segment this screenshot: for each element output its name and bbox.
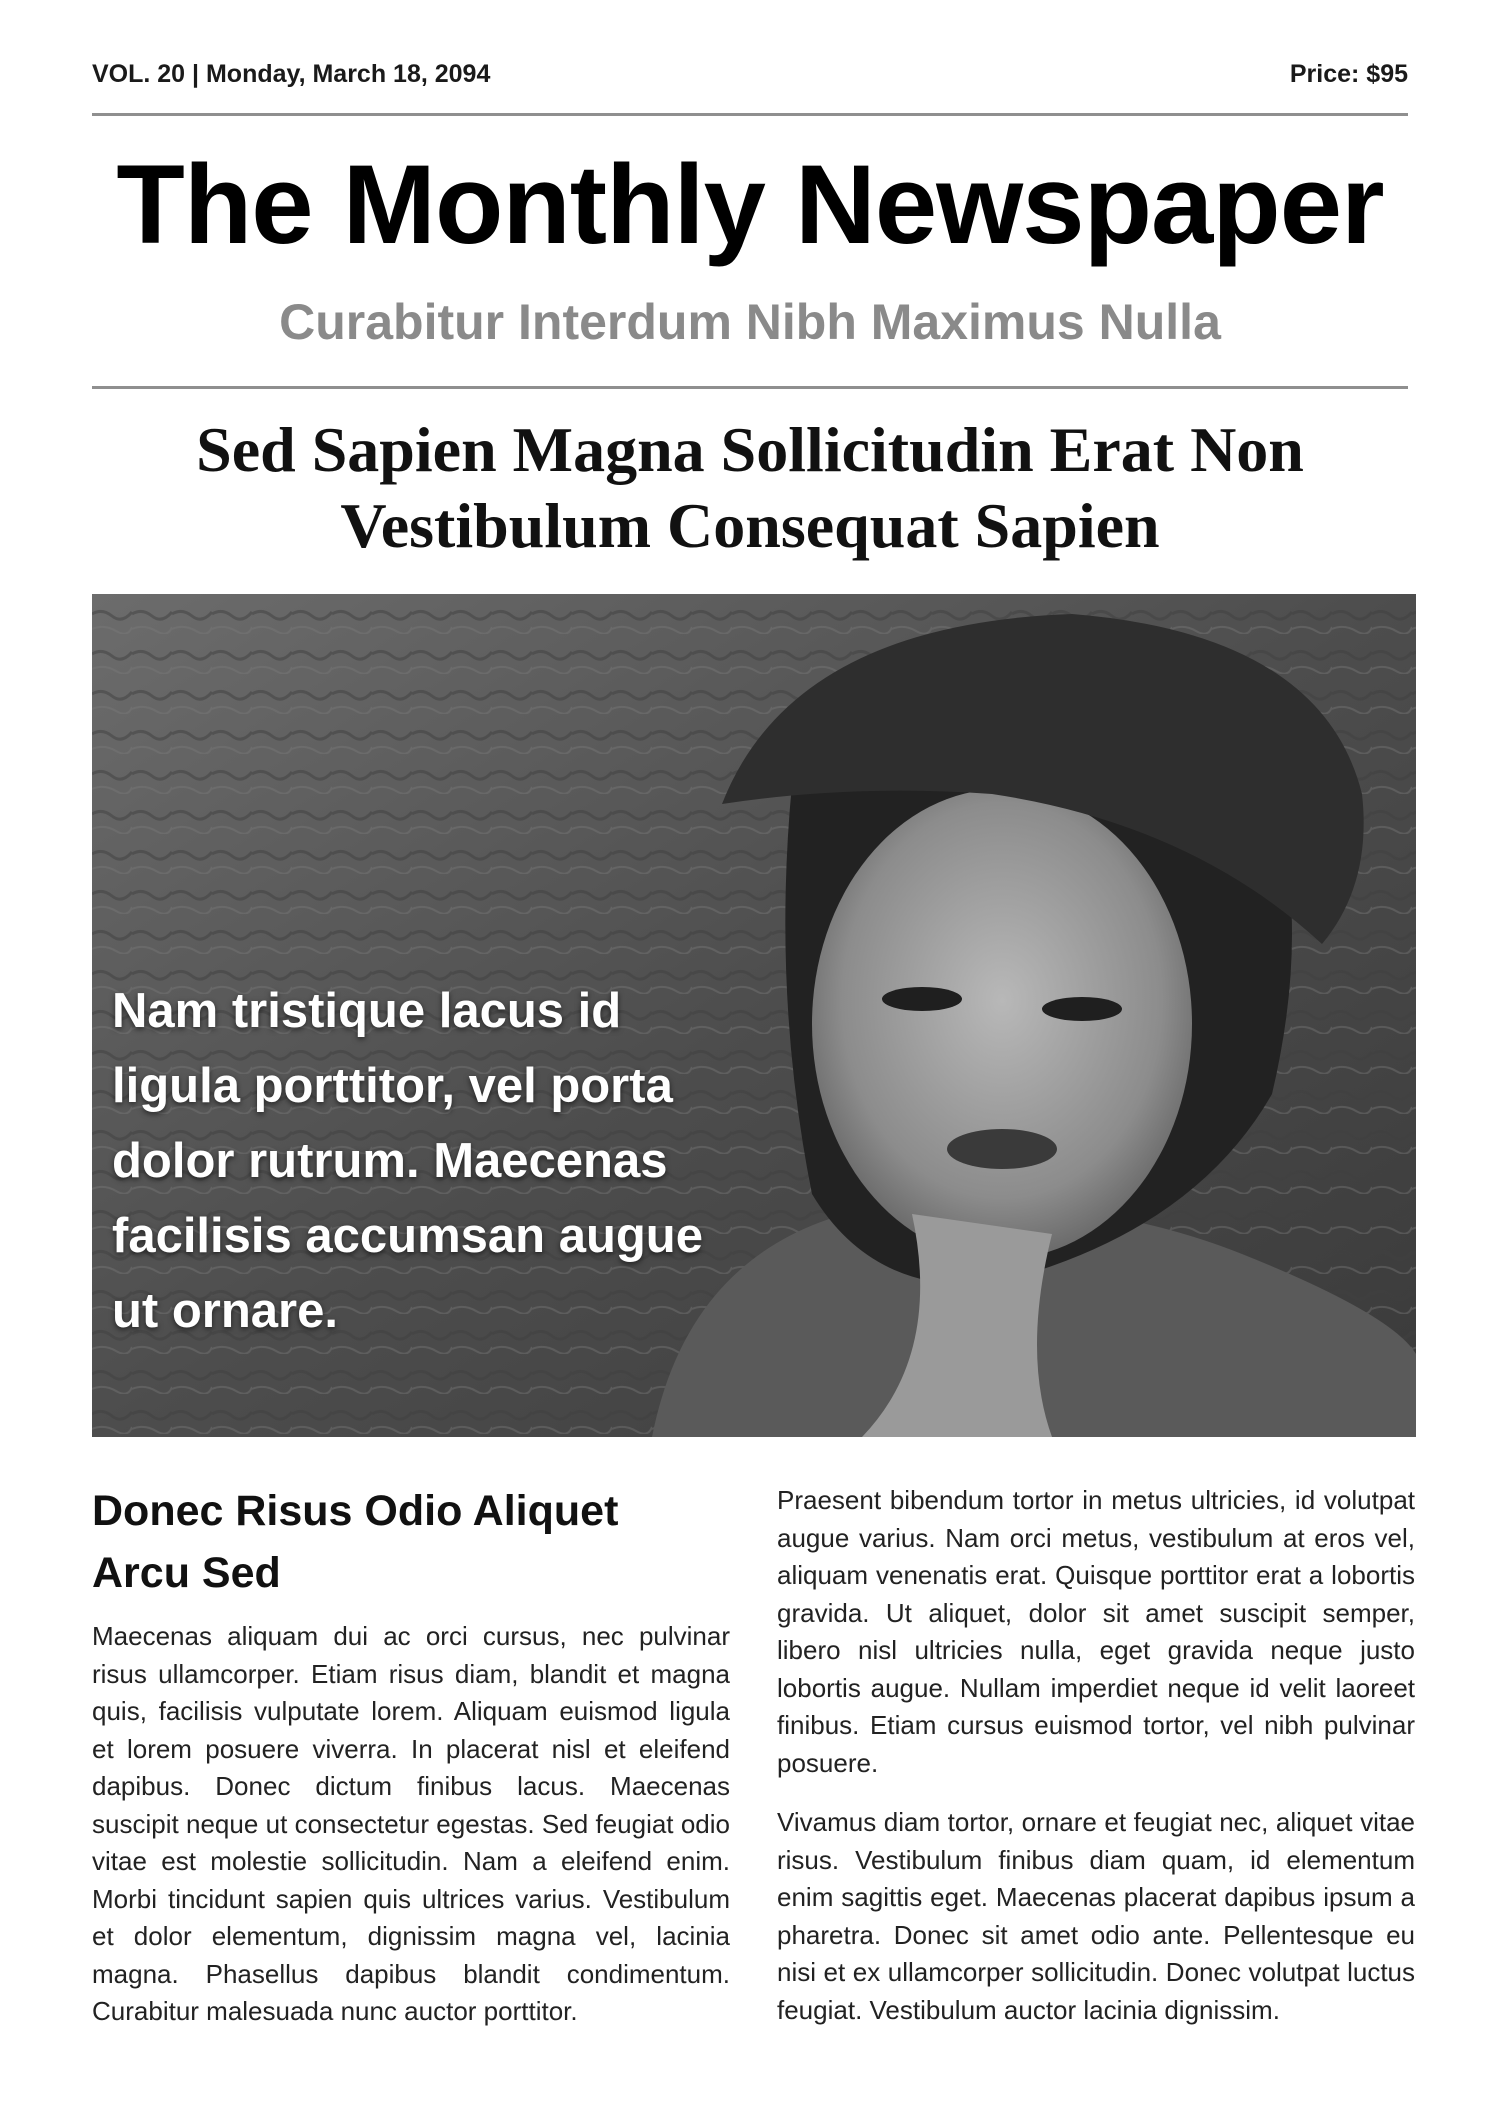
right-article-paragraph-1: Praesent bibendum tortor in metus ultricies, id volutpat augue varius. Nam orci metus, vestibulum at eros vel, aliquam venenatis erat. Quisque porttitor erat a lobortis gravida. Ut aliquet, dolor sit amet suscipit semper, libero nisl ultricies nulla, eget gravida neque justo lobortis augue. Nullam imperdiet neque id velit laoreet finibus. Etiam cursus euismod tortor, vel nibh pulvinar posuere. [777,1485,1415,1778]
right-article-paragraph-2: Vivamus diam tortor, ornare et feugiat nec, aliquet vitae risus. Vestibulum finibus diam quam, id elementum enim sagittis eget. Maecenas placerat dapibus ipsum a pharetra. Donec sit amet odio ante. Pellentesque eu nisi et ex ullamcorper sollicitudin. Donec volutpat luctus feugiat. Vestibulum auctor lacinia dignissim. [777,1807,1415,2025]
top-divider [92,113,1408,116]
top-info-bar [92,60,1408,89]
right-article [777,1482,1415,2051]
main-headline: Sed Sapien Magna Sollicitudin Erat Non Vestibulum Consequat Sapien [196,414,1304,561]
left-article-heading: Donec Risus Odio Aliquet Arcu Sed [92,1487,619,1597]
volume-date: VOL. 20 | Monday, March 18, 2094 [92,60,491,88]
price: Price: $95 [1289,60,1408,88]
newspaper-tagline: Curabitur Interdum Nibh Maximus Nulla [279,294,1221,350]
newspaper-title: The Monthly Newspaper [116,142,1384,267]
feature-photo [92,594,1416,1437]
photo-caption: Nam tristique lacus id ligula porttitor, vel porta dolor rutrum. Maecenas facilisis accumsan augue ut ornare. [112,984,703,1338]
left-article-body: Maecenas aliquam dui ac orci cursus, nec pulvinar risus ullamcorper. Etiam risus diam, blandit et magna quis, facilisis vulputate lorem. Aliquam euismod ligula et lorem posuere viverra. In placerat nisl et eleifend dapibus. Donec dictum finibus lacus. Maecenas suscipit neque ut consectetur egestas. Sed feugiat odio vitae est molestie sollicitudin. Nam a eleifend enim. Morbi tincidunt sapien quis ultrices varius. Vestibulum et dolor elementum, dignissim magna vel, lacinia magna. Phasellus dapibus blandit condimentum. Curabitur malesuada nunc auctor porttitor. [92,1621,730,2026]
left-article [92,1480,730,2053]
masthead-divider [92,386,1408,389]
